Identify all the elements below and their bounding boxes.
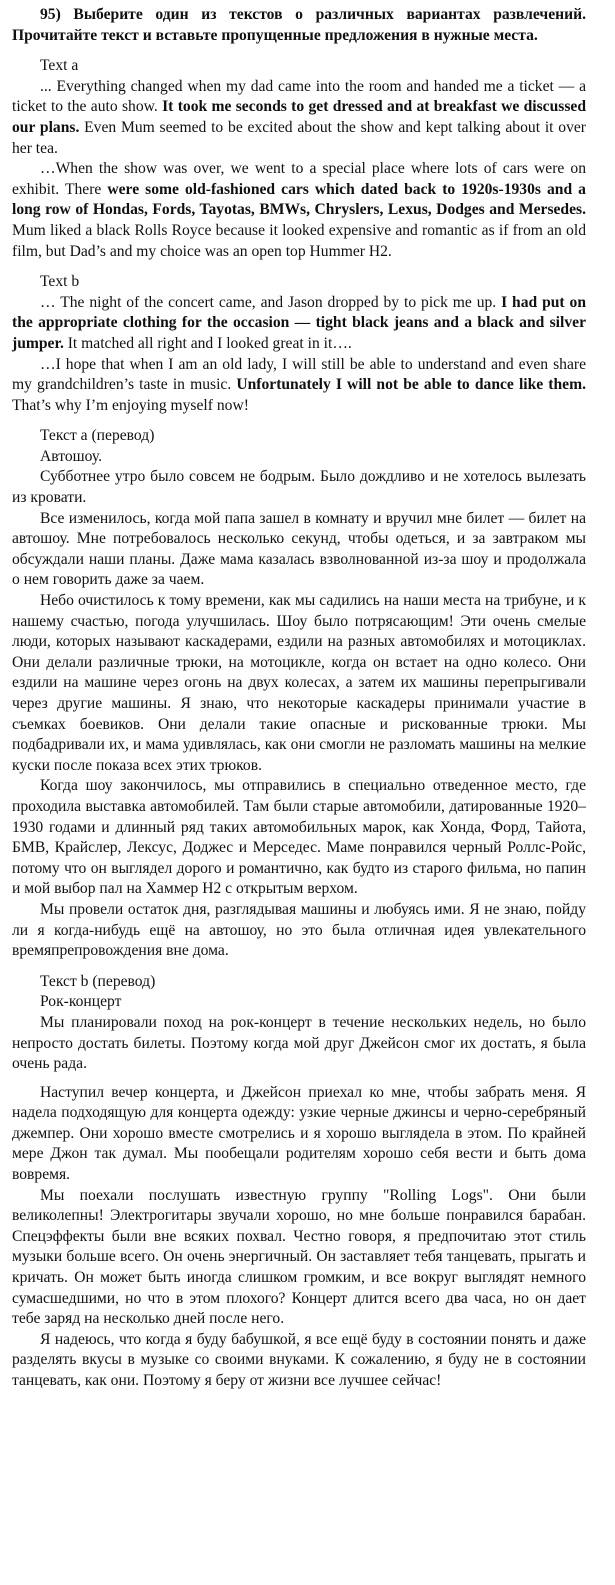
paragraph: Мы планировали поход на рок-концерт в течение нескольких недель, но было непросто достать билеты. Поэтому когда мой друг Джейсон смог их достать, я была очень рада. xyxy=(12,1013,586,1073)
document-page xyxy=(12,5,586,1392)
text-segment: Mum liked a black Rolls Royce because it looked expensive and romantic as if from an old film, but Dad’s and my choice was an open top Hummer H2. xyxy=(12,221,586,260)
translation-section xyxy=(12,972,586,1392)
text-segment: That’s why I’m enjoying myself now! xyxy=(12,396,249,414)
paragraph xyxy=(12,77,586,159)
section-subtitle: Рок-концерт xyxy=(40,993,122,1011)
text-segment: Even Mum seemed to be excited about the show and kept talking about it over her tea. xyxy=(12,118,586,157)
section-label: Text b xyxy=(40,273,80,291)
inserted-sentence: It took me seconds to get dressed and at breakfast we discussed our plans. xyxy=(12,98,586,136)
inserted-sentence: I had put on the appropriate clothing for the occasion — tight black jeans and a black and silver jumper. xyxy=(12,293,586,352)
text-segment: ... Everything changed when my dad came into the room and handed me a ticket — a ticket to the auto show. xyxy=(12,77,586,116)
text-segment: …When the show was over, we went to a special place where lots of cars were on exhibit. There xyxy=(12,160,586,198)
paragraph: Небо очистилось к тому времени, как мы садились на наши места на трибуне, и к нашему счастью, погода улучшилась. Шоу было потрясающим! Эти очень смелые люди, которых называют каскадерами, ездили на разных автомобилях и мотоциклах. Они делали различные трюки, на мотоцикле, когда он встает на одно колесо. Они ездили на машине через огонь на двух колесах, а затем их машины перепрыгивали через другие машины. Я знаю, что некоторые каскадеры принимали участие в съемках боевиков. Они делали такие опасные и рискованные трюки. Мы подбадривали их, и мама удивлялась, как они смогли не разломать машины на мелкие куски после показа всех этих трюков. xyxy=(12,592,586,774)
section-label: Текст а (перевод) xyxy=(40,427,155,445)
section-label: Text a xyxy=(40,57,79,75)
paragraph: Мы поехали послушать известную группу "Rolling Logs". Они были великолепны! Электрогитары звучали хорошо, но мне больше понравился барабан. Спецэффекты были вне всяких похвал. Честно говоря, я предпочитаю этот стиль музыки больше всего. Он очень энергичный. Он заставляет тебя танцевать, прыгать и кричать. Он может быть иногда слишком громким, и все вокруг выглядят немного сумасшедшими, но что в этом плохого? Концерт длится всего два часа, но он дает тебе заряд на несколько дней после него. xyxy=(12,1186,586,1328)
paragraph: Наступил вечер концерта, и Джейсон приехал ко мне, чтобы забрать меня. Я надела подходящую для концерта одежду: узкие черные джинсы и черно-серебряный джемпер. Они хорошо вместе смотрелись и я хорошо выглядела в этом. По крайней мере Джон так думал. Мы пообещали родителям хорошо себя вести и быть дома вовремя. xyxy=(12,1083,586,1184)
inserted-sentence: Unfortunately I will not be able to dance like them. xyxy=(236,376,586,394)
section-subtitle: Автошоу. xyxy=(40,447,102,465)
inserted-sentence: were some old-fashioned cars which dated back to 1920s-1930s and a long row of Hondas, Fords, Tayotas, BMWs, Chryslers, Lexus, Dodges and Mersedes. xyxy=(12,180,586,219)
paragraph xyxy=(12,293,586,355)
paragraph: Я надеюсь, что когда я буду бабушкой, я все ещё буду в состоянии понять и даже разделять вкусы в музыке со своими внуками. К сожалению, я буду не в состоянии танцевать, как они. Поэтому я беру от жизни все лучшее сейчас! xyxy=(12,1330,586,1389)
text-segment: … The night of the concert came, and Jason dropped by to pick me up. xyxy=(40,293,502,311)
paragraph: Мы провели остаток дня, разглядывая машины и любуясь ими. Я не знаю, пойду ли я когда-нибудь ещё на автошоу, но это была отличная идея увлекательного времяпрепровождения вне дома. xyxy=(12,900,586,960)
paragraph xyxy=(12,355,586,417)
english-texts xyxy=(12,56,586,416)
translation-section xyxy=(12,426,586,961)
text-segment: …I hope that when I am an old lady, I will still be able to understand and even share my grandchildren’s taste in music. xyxy=(12,355,586,394)
paragraph: Субботнее утро было совсем не бодрым. Было дождливо и не хотелось вылезать из кровати. xyxy=(12,468,586,507)
paragraph: Все изменилось, когда мой папа зашел в комнату и вручил мне билет — билет на автошоу. Мне потребовалось несколько секунд, чтобы одеться, и за завтраком мы обсуждали наши планы. Даже мама казалась взволнованной из-за шоу и продолжала о нем говорить даже за чаем. xyxy=(12,509,586,589)
section-label: Текст b (перевод) xyxy=(40,972,156,990)
paragraph: Когда шоу закончилось, мы отправились в специально отведенное место, где проходила выставка автомобилей. Там были старые автомобили, датированные 1920–1930 годами и длинный ряд таких автомобильных марок, как Хонда, Форд, Тайота, БМВ, Крайслер, Лексус, Доджес и Мерседес. Маме понравился черный Роллс-Ройс, потому что он выглядел дорого и романтично, как будто из старого фильма, но папин и мой выбор пал на Хаммер H2 с открытым верхом. xyxy=(12,777,586,898)
english-section xyxy=(12,272,586,416)
text-segment: It matched all right and I looked great in it…. xyxy=(63,334,352,352)
russian-translations xyxy=(12,426,586,1391)
paragraph xyxy=(12,159,586,262)
task-heading: 95) Выберите один из текстов о различных вариантах развлечений. Прочитайте текст и вставьте пропущенные предложения в нужные места. xyxy=(12,6,586,44)
english-section xyxy=(12,56,586,262)
